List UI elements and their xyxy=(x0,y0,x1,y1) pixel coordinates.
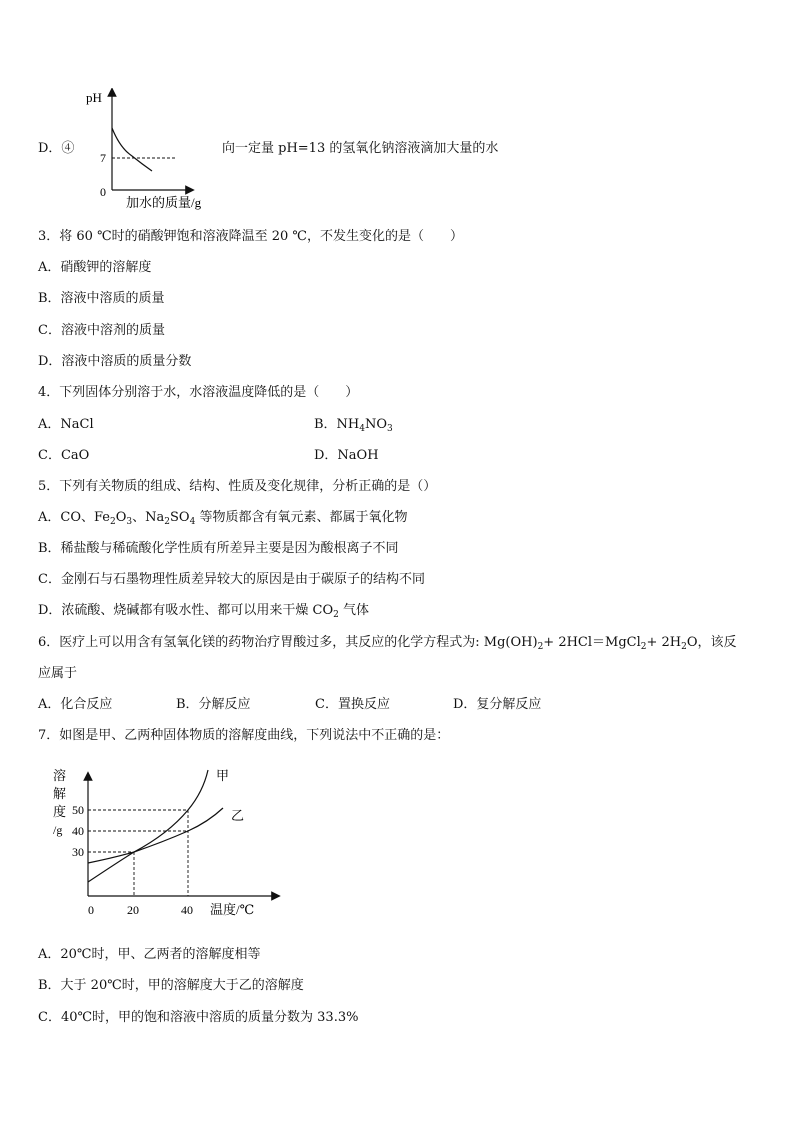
sol-curve-jia xyxy=(88,770,208,882)
q4-option-c: C．CaO xyxy=(38,448,90,463)
q4-stem: 4．下列固体分别溶于水，水溶液温度降低的是（ ） xyxy=(38,385,359,400)
q3-stem: 3．将 60 ℃时的硝酸钾饱和溶液降温至 20 ℃，不发生变化的是（ ） xyxy=(38,229,463,244)
ph-tick-7: 7 xyxy=(100,151,106,165)
q2-option-d-text: 向一定量 pH=13 的氢氧化钠溶液滴加大量的水 xyxy=(222,141,499,156)
q6-option-a: A．化合反应 xyxy=(38,697,113,712)
q7-option-c: C．40℃时，甲的饱和溶液中溶质的质量分数为 33.3% xyxy=(38,1010,359,1025)
q6-option-b: B．分解反应 xyxy=(176,697,251,712)
sol-series-jia-label: 甲 xyxy=(216,768,230,783)
q4-option-a: A．NaCl xyxy=(38,417,94,432)
q4-option-b: B．$NH_4NO_3$ xyxy=(314,417,393,434)
q3-option-a: A．硝酸钾的溶解度 xyxy=(38,260,152,275)
q3-option-d: D．溶液中溶质的质量分数 xyxy=(38,354,192,369)
q6-option-c: C．置换反应 xyxy=(315,697,390,712)
ph-x-label: 加水的质量/g xyxy=(126,195,202,210)
q5-option-a: A．CO、$Fe_2O_3$、$Na_2SO_4$ 等物质都含有氧元素、都属于氧化物 xyxy=(38,510,408,527)
q5-option-b: B．稀盐酸与稀硫酸化学性质有所差异主要是因为酸根离子不同 xyxy=(38,541,399,556)
ph-graph xyxy=(84,88,224,213)
sol-y-tick-50: 50 xyxy=(72,803,84,817)
ph-origin: 0 xyxy=(100,185,106,199)
q6-option-d: D．复分解反应 xyxy=(453,697,542,712)
q3-option-c: C．溶液中溶剂的质量 xyxy=(38,323,165,338)
q5-stem: 5．下列有关物质的组成、结构、性质及变化规律，分析正确的是（） xyxy=(38,479,437,494)
sol-y-label-2: 解 xyxy=(53,786,67,801)
ph-y-label: pH xyxy=(86,90,102,105)
sol-x-tick-0: 0 xyxy=(88,903,94,917)
q3-option-b: B．溶液中溶质的质量 xyxy=(38,291,165,306)
sol-x-tick-20: 20 xyxy=(127,903,139,917)
ph-curve xyxy=(112,128,152,171)
q2-option-d-label: D．④ xyxy=(38,141,75,156)
q7-option-a: A．20℃时，甲、乙两者的溶解度相等 xyxy=(38,947,261,962)
sol-y-label-3: 度 xyxy=(53,804,67,819)
sol-y-tick-30: 30 xyxy=(72,845,84,859)
sol-y-tick-40: 40 xyxy=(72,824,84,838)
sol-y-label-4: /g xyxy=(53,823,63,837)
q4-option-d: D．NaOH xyxy=(314,448,379,463)
q5-option-c: C．金刚石与石墨物理性质差异较大的原因是由于碳原子的结构不同 xyxy=(38,572,425,587)
solubility-graph xyxy=(48,762,288,924)
q7-option-b: B．大于 20℃时，甲的溶解度大于乙的溶解度 xyxy=(38,978,304,993)
q7-stem: 7．如图是甲、乙两种固体物质的溶解度曲线，下列说法中不正确的是： xyxy=(38,728,450,743)
q6-stem-line2: 应属于 xyxy=(38,666,78,681)
q6-stem-line1: 6．医疗上可以用含有氢氧化镁的药物治疗胃酸过多，其反应的化学方程式为: $Mg(OH)_2+$ 2HCl＝MgCl$_2$+ $2H_2O$，该反 xyxy=(38,635,737,652)
sol-series-yi-label: 乙 xyxy=(231,808,245,823)
sol-curve-yi xyxy=(88,808,223,863)
sol-y-label-1: 溶 xyxy=(53,768,67,783)
q5-option-d: D．浓硫酸、烧碱都有吸水性、都可以用来干燥 $CO_2$ 气体 xyxy=(38,603,370,620)
sol-x-tick-40: 40 xyxy=(181,903,193,917)
sol-x-label: 温度/℃ xyxy=(210,902,255,917)
